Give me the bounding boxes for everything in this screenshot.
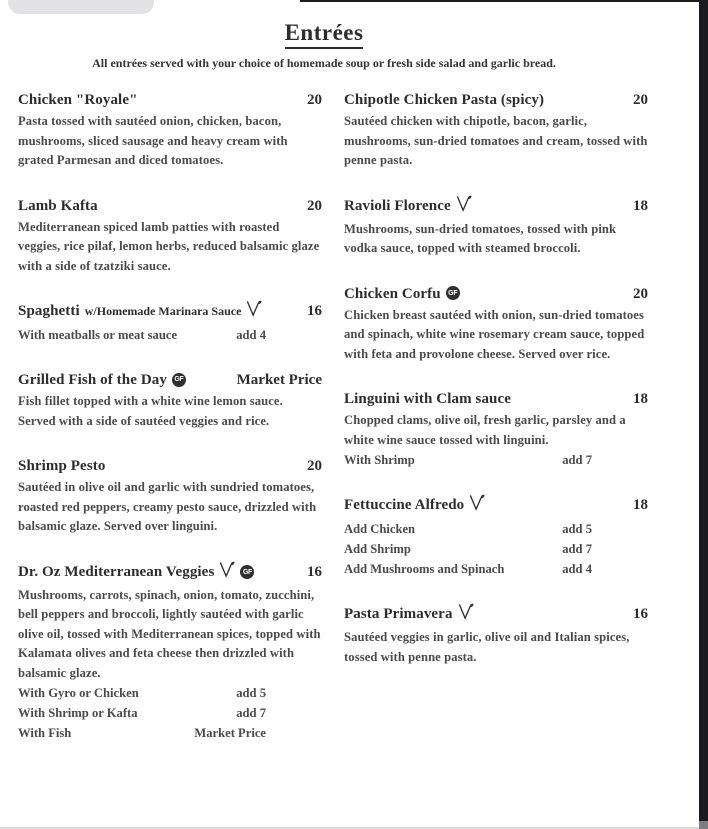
menu-column-left <box>18 92 322 770</box>
item-name: Ravioli Florence <box>344 197 451 214</box>
addon-label: Add Chicken <box>344 522 416 536</box>
page-title: Entrées <box>285 20 364 49</box>
addon-row <box>344 539 592 559</box>
addon-row <box>18 703 266 723</box>
menu-item <box>344 92 648 171</box>
addon-label: With meatballs or meat sauce <box>18 328 178 342</box>
addon-row <box>344 450 592 470</box>
menu-item <box>18 198 322 277</box>
item-price: 20 <box>307 197 322 214</box>
menu-item <box>18 303 322 345</box>
item-description: Pasta tossed with sautéed onion, chicken, bacon, mushrooms, sliced sausage and heavy cream with grated Parmesan and diced tomatoes. <box>18 114 288 167</box>
vegetarian-leaf-icon <box>456 195 472 217</box>
vegetarian-leaf-icon <box>246 300 262 322</box>
addon-price: add 5 <box>562 522 592 536</box>
item-name: Linguini with Clam sauce <box>344 391 512 407</box>
browser-tab-remnant <box>8 0 154 14</box>
addon-row <box>18 723 266 743</box>
item-description: Fish fillet topped with a white wine lemon sauce. Served with a side of sautéed veggies and rice. <box>18 394 283 428</box>
item-name: Pasta Primavera <box>344 606 453 622</box>
item-price: 16 <box>633 606 648 622</box>
menu-item <box>344 391 648 470</box>
vegetarian-leaf-icon <box>219 561 235 583</box>
item-price: 20 <box>307 458 322 474</box>
item-price: 16 <box>307 563 322 580</box>
item-description: Sautéed in olive oil and garlic with sundried tomatoes, roasted red peppers, creamy pesto sauce, drizzled with balsamic glaze. Served over linguini. <box>18 480 317 533</box>
addon-label: Add Mushrooms and Spinach <box>344 562 505 576</box>
item-description: Chopped clams, olive oil, fresh garlic, parsley and a white wine sauce tossed with linguini. <box>344 413 626 447</box>
vegetarian-leaf-icon <box>469 494 485 516</box>
menu-item <box>344 198 648 259</box>
item-name: Lamb Kafta <box>18 197 98 214</box>
addon-row <box>344 519 592 539</box>
item-name: Spaghetti <box>18 303 80 319</box>
item-description: Mushrooms, carrots, spinach, onion, tomato, zucchini, bell peppers and broccoli, lightly sautéed with garlic olive oil, tossed with Mediterranean spices, topped with Kalamata olives and feta cheese then drizzled with balsamic glaze. <box>18 587 321 680</box>
item-price: 18 <box>633 391 648 407</box>
item-description: Sautéed chicken with chipotle, bacon, garlic, mushrooms, sun-dried tomatoes and cream, tossed with penne pasta. <box>344 114 648 167</box>
addon-price: add 4 <box>236 328 266 342</box>
addon-row <box>18 683 266 703</box>
item-price: 20 <box>307 92 322 108</box>
item-price: 18 <box>633 497 648 513</box>
menu-item <box>18 458 322 537</box>
addon-label: With Shrimp or Kafta <box>18 706 138 720</box>
item-price: 20 <box>633 285 648 302</box>
gluten-free-icon: GF <box>446 286 460 300</box>
item-price: 18 <box>633 197 648 214</box>
top-border <box>300 0 708 2</box>
menu-columns <box>18 92 648 770</box>
addon-label: Add Shrimp <box>344 542 411 556</box>
addon-label: With Shrimp <box>344 453 415 467</box>
menu-item <box>344 497 648 579</box>
addon-label: With Fish <box>18 726 72 740</box>
gluten-free-icon: GF <box>172 373 186 387</box>
menu-item <box>344 606 648 667</box>
item-name: Chicken Corfu <box>344 285 441 302</box>
addon-label: With Gyro or Chicken <box>18 686 139 700</box>
gluten-free-icon: GF <box>240 565 254 579</box>
item-price: 20 <box>633 92 648 108</box>
item-description: Chicken breast sautéed with onion, sun-dried tomatoes and spinach, white wine rosemary cream sauce, topped with feta and provolone cheese. Served over rice. <box>344 307 645 361</box>
item-price: Market Price <box>236 372 322 388</box>
addon-price: Market Price <box>194 726 266 740</box>
item-name-suffix: w/Homemade Marinara Sauce <box>84 304 242 318</box>
item-name: Fettuccine Alfredo <box>344 497 465 513</box>
addon-price: add 4 <box>562 562 592 576</box>
addon-price: add 7 <box>562 453 592 467</box>
addon-row <box>18 325 266 345</box>
item-name: Shrimp Pesto <box>18 458 106 474</box>
menu-column-right <box>344 92 648 770</box>
menu-item <box>18 372 322 431</box>
page-subtitle: All entrées served with your choice of homemade soup or fresh side salad and garlic bread. <box>92 56 556 70</box>
scrollbar-end-cap <box>699 821 708 829</box>
item-name: Dr. Oz Mediterranean Veggies <box>18 563 215 580</box>
menu-item <box>344 286 648 365</box>
item-description: Mediterranean spiced lamb patties with roasted veggies, rice pilaf, lemon herbs, reduced balsamic glaze with a side of tzatziki sauce. <box>18 219 320 273</box>
item-name: Chipotle Chicken Pasta (spicy) <box>344 92 545 108</box>
vegetarian-leaf-icon <box>458 603 474 625</box>
item-description: Mushrooms, sun-dried tomatoes, tossed with pink vodka sauce, topped with steamed broccoli. <box>344 221 617 255</box>
menu-item <box>18 564 322 744</box>
addon-price: add 7 <box>236 706 266 720</box>
menu-item <box>18 92 322 171</box>
addon-price: add 5 <box>236 686 266 700</box>
addon-row <box>344 559 592 579</box>
addon-price: add 7 <box>562 542 592 556</box>
item-name: Chicken "Royale" <box>18 92 138 108</box>
item-price: 16 <box>307 303 322 319</box>
item-description: Sautéed veggies in garlic, olive oil and Italian spices, tossed with penne pasta. <box>344 630 630 664</box>
item-name: Grilled Fish of the Day <box>18 372 167 388</box>
scrollbar-track[interactable] <box>699 0 708 829</box>
